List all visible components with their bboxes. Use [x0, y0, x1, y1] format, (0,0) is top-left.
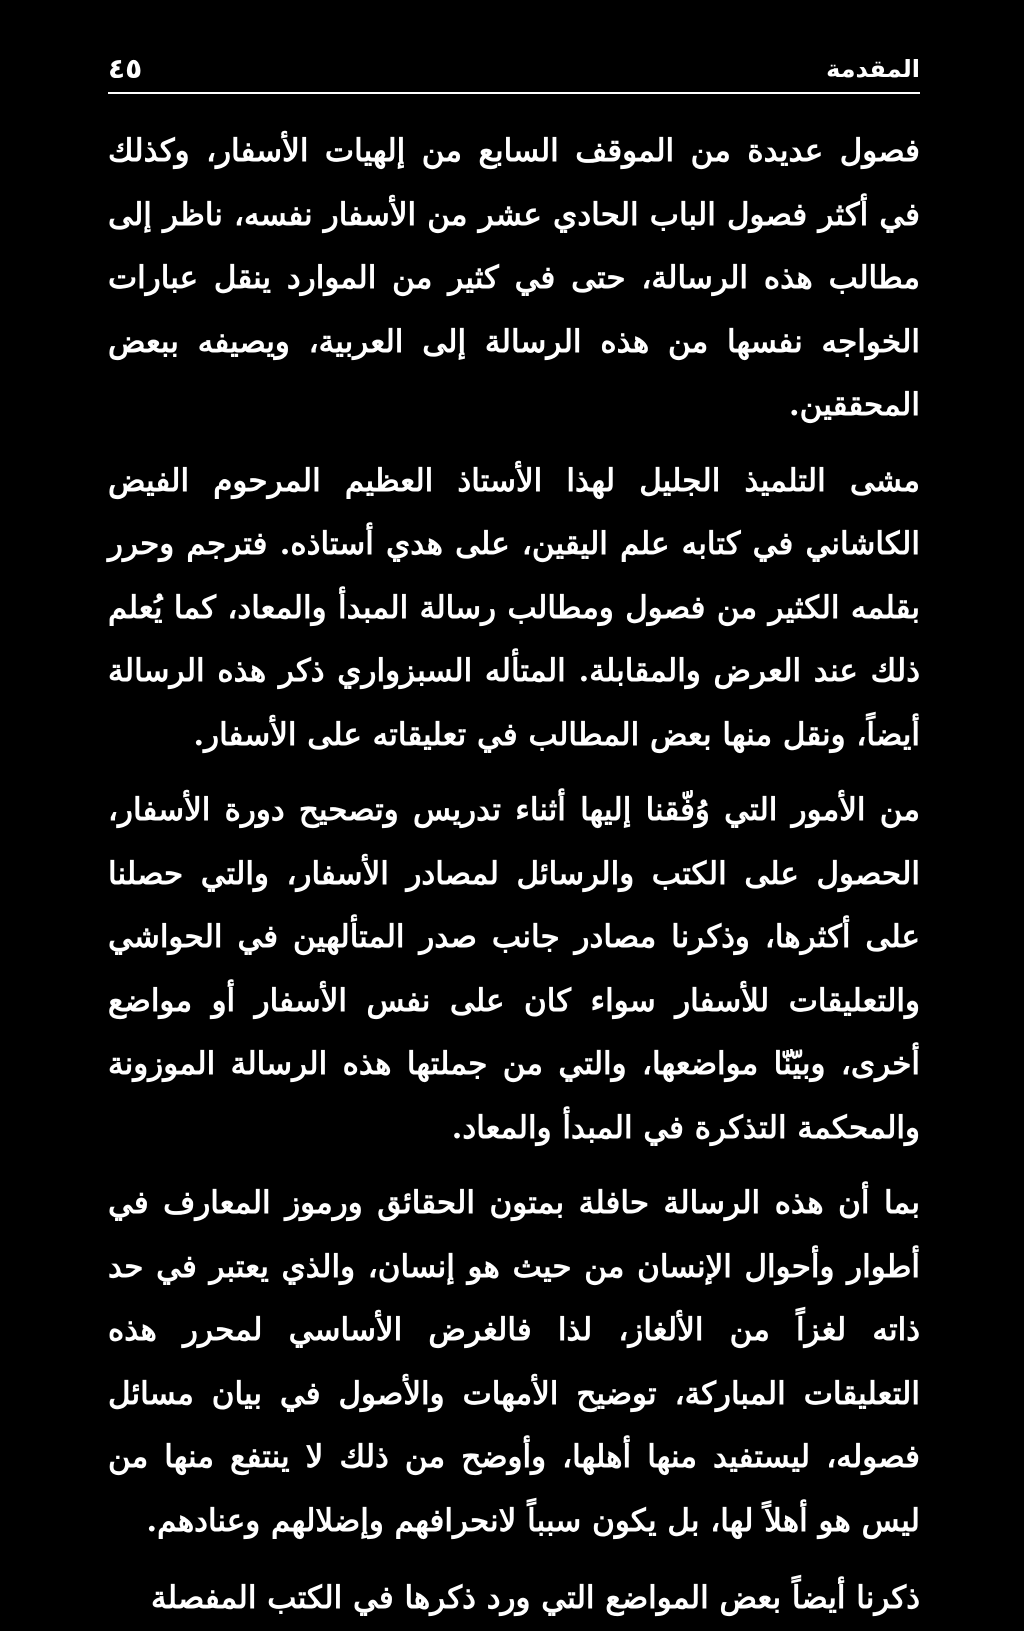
page-number: ٤٥: [108, 52, 143, 85]
header-divider: [108, 92, 920, 94]
running-head: المقدمة: [826, 55, 920, 83]
paragraph-1: فصول عديدة من الموقف السابع من إلهيات الأسفار، وكذلك في أكثر فصول الباب الحادي عشر من الأسفار نفسه، ناظر إلى مطالب هذه الرسالة، حتى في كثير من الموارد ينقل عبارات الخواجه نفسها من هذه الرسالة إلى العربية، ويصيفه ببعض المحققين.: [108, 133, 920, 423]
body-text: [108, 120, 920, 1631]
paragraph-5: ذكرنا أيضاً بعض المواضع التي ورد ذكرها في الكتب المفصلة: [151, 1580, 920, 1616]
page-header: [108, 52, 920, 92]
paragraph-2: مشى التلميذ الجليل لهذا الأستاذ العظيم المرحوم الفيض الكاشاني في كتابه علم اليقين، على هدي أستاذه. فترجم وحرر بقلمه الكثير من فصول ومطالب رسالة المبدأ والمعاد، كما يُعلم ذلك عند العرض والمقابلة. المتأله السبزواري ذكر هذه الرسالة أيضاً، ونقل منها بعض المطالب في تعليقاته على الأسفار.: [108, 462, 920, 753]
paragraph-3: من الأمور التي وُفّقنا إليها أثناء تدريس وتصحيح دورة الأسفار، الحصول على الكتب والرسائل لمصادر الأسفار، والتي حصلنا على أكثرها، وذكرنا مصادر جانب صدر المتألهين في الحواشي والتعليقات للأسفار سواء كان على نفس الأسفار أو مواضع أخرى، وبيّنّا مواضعها، والتي من جملتها هذه الرسالة الموزونة والمحكمة التذكرة في المبدأ والمعاد.: [108, 792, 920, 1146]
paragraph-4: بما أن هذه الرسالة حافلة بمتون الحقائق ورموز المعارف في أطوار وأحوال الإنسان من حيث هو إنسان، والذي يعتبر في حد ذاته لغزاً من الألغاز، لذا فالغرض الأساسي لمحرر هذه التعليقات المباركة، توضيح الأمهات والأصول في بيان مسائل فصوله، ليستفيد منها أهلها، وأوضح من ذلك لا ينتفع منها من ليس هو أهلاً لها، بل يكون سبباً لانحرافهم وإضلالهم وعنادهم.: [108, 1185, 920, 1539]
